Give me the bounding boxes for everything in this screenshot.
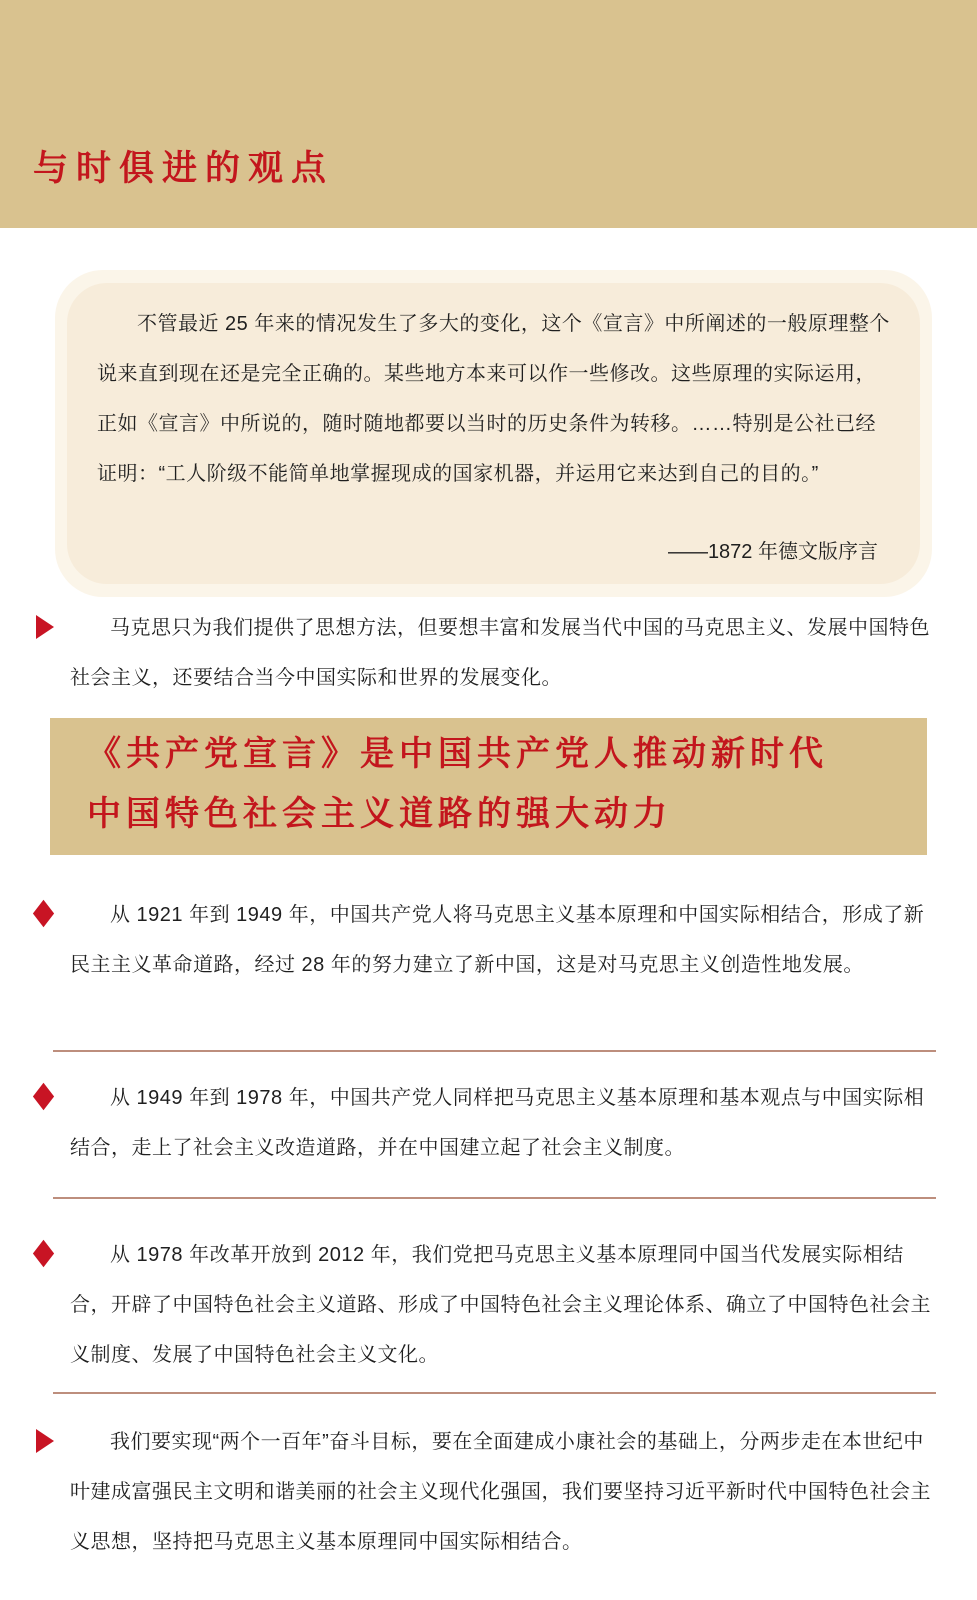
diamond-icon	[33, 900, 54, 928]
header-band	[0, 0, 977, 228]
triangle-icon	[36, 615, 54, 639]
list-item	[0, 1230, 977, 1380]
quote-text: 不管最近 25 年来的情况发生了多大的变化，这个《宣言》中所阐述的一般原理整个说来直到现在还是完全正确的。某些地方本来可以作一些修改。这些原理的实际运用，正如《宣言》中所说的，随时随地都要以当时的历史条件为转移。……特别是公社已经证明：“工人阶级不能简单地掌握现成的国家机器，并运用它来达到自己的目的。”	[97, 313, 890, 485]
list-item	[0, 1073, 977, 1173]
intro-paragraph	[0, 603, 977, 703]
diamond-icon	[33, 1083, 54, 1111]
section-banner	[50, 718, 927, 855]
divider	[53, 1197, 936, 1199]
list-item	[0, 890, 977, 990]
quote-card-inner	[67, 283, 920, 584]
diamond-icon	[33, 1240, 54, 1268]
list-item-text: 从 1949 年到 1978 年，中国共产党人同样把马克思主义基本原理和基本观点与中国实际相结合，走上了社会主义改造道路，并在中国建立起了社会主义制度。	[70, 1087, 925, 1159]
divider	[53, 1392, 936, 1394]
page-title: 与时俱进的观点	[33, 149, 335, 188]
list-item-text: 我们要实现“两个一百年”奋斗目标，要在全面建成小康社会的基础上，分两步走在本世纪中叶建成富强民主文明和谐美丽的社会主义现代化强国，我们要坚持习近平新时代中国特色社会主义思想，坚持把马克思主义基本原理同中国实际相结合。	[70, 1431, 931, 1553]
list-item	[0, 1417, 977, 1567]
list-item-text: 从 1978 年改革开放到 2012 年，我们党把马克思主义基本原理同中国当代发展实际相结合，开辟了中国特色社会主义道路、形成了中国特色社会主义理论体系、确立了中国特色社会主义制度、发展了中国特色社会主义文化。	[70, 1244, 931, 1366]
banner-line: 《共产党宣言》是中国共产党人推动新时代	[87, 735, 828, 773]
list-item-text: 从 1921 年到 1949 年，中国共产党人将马克思主义基本原理和中国实际相结合，形成了新民主主义革命道路，经过 28 年的努力建立了新中国，这是对马克思主义创造性地发展。	[70, 904, 925, 976]
quote-card	[55, 270, 932, 597]
triangle-icon	[36, 1429, 54, 1453]
divider	[53, 1050, 936, 1052]
banner-line: 中国特色社会主义道路的强大动力	[87, 795, 672, 833]
intro-text: 马克思只为我们提供了思想方法，但要想丰富和发展当代中国的马克思主义、发展中国特色社会主义，还要结合当今中国实际和世界的发展变化。	[70, 617, 930, 689]
quote-attribution: ——1872 年德文版序言	[667, 541, 878, 563]
